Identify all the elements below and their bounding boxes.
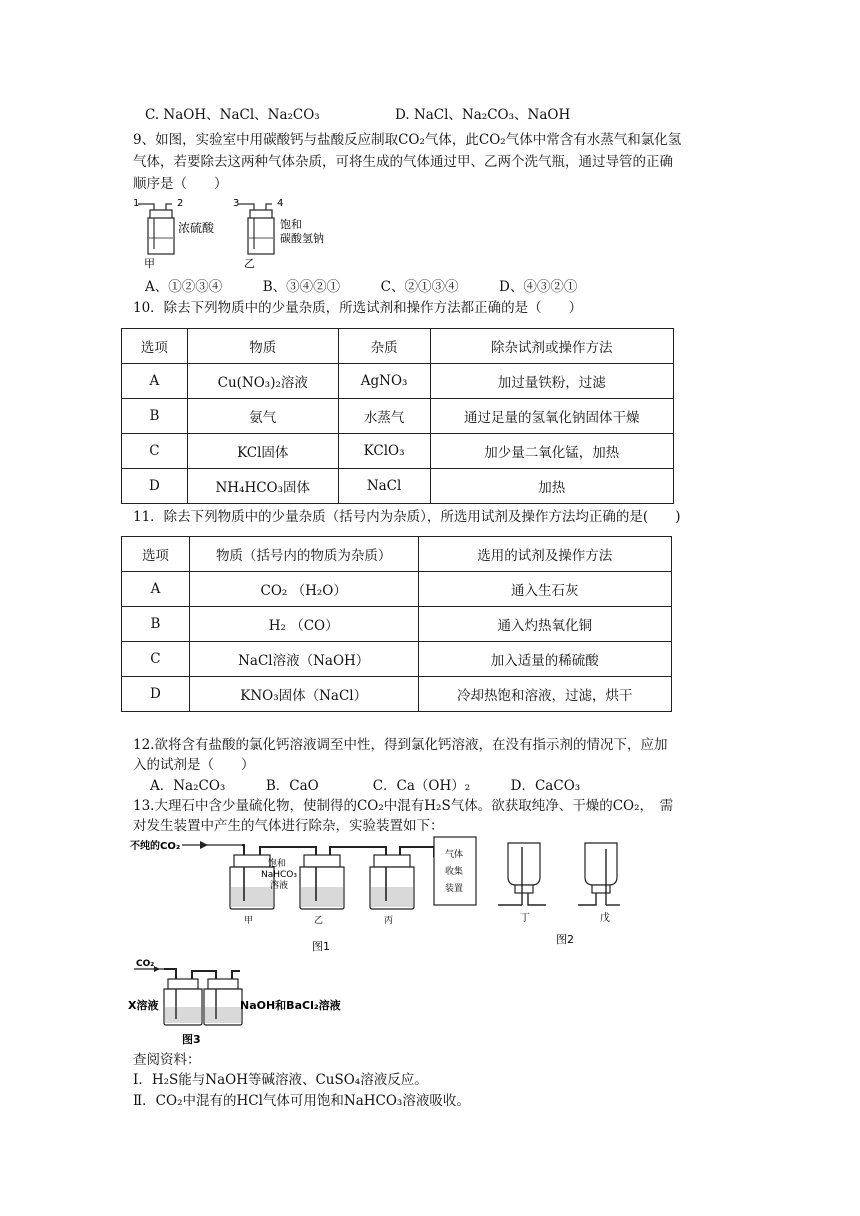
table-row (122, 364, 674, 399)
reference-item-2: Ⅱ．CO₂中混有的HCl气体可用饱和NaHCO₃溶液吸收。 (133, 1093, 470, 1109)
header-option: 选项 (122, 329, 188, 364)
table-cell: NH₄HCO₃固体 (187, 469, 338, 504)
table-q11 (121, 536, 672, 712)
bottle-wu (578, 843, 620, 924)
table-cell: 加入适量的稀硫酸 (418, 642, 672, 677)
port-3-label: 3 (233, 198, 240, 209)
bottle-jia (133, 198, 215, 270)
table-cell: C (122, 642, 190, 677)
bottle-yi-name: 乙 (244, 257, 255, 270)
fig3-naoh-bacl2-label: NaOH和BaCl₂溶液 (240, 999, 341, 1012)
gas-collector-box (434, 837, 476, 905)
table-cell: 冷却热饱和溶液，过滤，烘干 (418, 677, 672, 712)
question-9-line-1: 9、如图，实验室中用碳酸钙与盐酸反应制取CO₂气体，此CO₂气体中常含有水蒸气和氯化氢 (133, 132, 682, 148)
q13-apparatus-figure-1-2 (130, 835, 620, 957)
header-method: 除杂试剂或操作方法 (430, 329, 673, 364)
table-cell: KClO₃ (338, 434, 430, 469)
question-13-line-1: 13.大理石中含少量硫化物，使制得的CO₂中混有H₂S气体。欲获取纯净、干燥的CO₂， 需 (133, 798, 674, 814)
table-cell: AgNO₃ (338, 364, 430, 399)
bottle-bing (370, 855, 414, 926)
impure-co2-label: 不纯的CO₂ (130, 841, 181, 852)
bottle-yi-liquid-line-1: 饱和 (280, 218, 302, 231)
nahco3-label-line-2: NaHCO₃ (261, 870, 297, 880)
table-q10 (121, 328, 674, 504)
table-cell: NaCl溶液（NaOH） (189, 642, 418, 677)
header-substance: 物质（括号内的物质为杂质） (189, 537, 418, 572)
question-9-line-2: 气体，若要除去这两种气体杂质，可将生成的气体通过甲、乙两个洗气瓶，通过导管的正确 (133, 154, 673, 170)
header-method: 选用的试剂及操作方法 (418, 537, 672, 572)
header-option: 选项 (122, 537, 190, 572)
port-4-label: 4 (277, 198, 284, 209)
q9-gas-washing-bottles-figure (130, 194, 330, 278)
table-cell: KNO₃固体（NaCl） (189, 677, 418, 712)
nahco3-label-line-3: 溶液 (270, 881, 289, 891)
table-cell: A (122, 364, 188, 399)
bottle-jia-name: 甲 (244, 916, 254, 926)
collector-label-line-1: 气体 (445, 850, 464, 860)
question-12-options: A．Na₂CO₃ B．CaO C．Ca（OH）₂ D．CaCO₃ (150, 778, 581, 794)
question-12-line-1: 12.欲将含有盐酸的氯化钙溶液调至中性，得到氯化钙溶液，在没有指示剂的情况下，应加 (133, 737, 668, 753)
table-cell: 水蒸气 (338, 399, 430, 434)
question-10-stem: 10．除去下列物质中的少量杂质，所选试剂和操作方法都正确的是（ ） (133, 300, 583, 316)
port-1-label: 1 (133, 198, 140, 209)
bottle-yi (300, 855, 344, 926)
header-substance: 物质 (187, 329, 338, 364)
figure-1-caption: 图1 (312, 940, 330, 953)
bottle-yi (233, 198, 324, 270)
collector-label-line-3: 装置 (445, 884, 464, 894)
table-row (122, 399, 674, 434)
table-header-row (122, 537, 672, 572)
table-row (122, 607, 672, 642)
table-header-row (122, 329, 674, 364)
fig3-x-solution-label: X溶液 (128, 999, 159, 1012)
fig3-bottle-x (164, 979, 202, 1025)
bottle-yi-name: 乙 (314, 916, 324, 926)
table-cell: 通过足量的氢氧化钠固体干燥 (430, 399, 673, 434)
prev-option-d: D. NaCl、Na₂CO₃、NaOH (395, 107, 571, 123)
q13-apparatus-figure-3 (128, 955, 348, 1047)
bottle-ding-name: 丁 (520, 913, 530, 924)
table-cell: 通入灼热氧化铜 (418, 607, 672, 642)
bottle-ding (498, 843, 546, 924)
bottle-jia-name: 甲 (144, 257, 155, 270)
question-12-line-2: 入的试剂是（ ） (133, 757, 255, 773)
table-cell: D (122, 677, 190, 712)
bottle-bing-name: 丙 (384, 916, 394, 926)
table-row (122, 572, 672, 607)
question-11-stem: 11．除去下列物质中的少量杂质（括号内为杂质），所选用试剂及操作方法均正确的是( ) (133, 509, 681, 525)
table-cell: 加少量二氧化锰，加热 (430, 434, 673, 469)
bottle-yi-liquid-line-2: 碳酸氢钠 (280, 232, 324, 245)
table-cell: A (122, 572, 190, 607)
bottle-wu-name: 戊 (600, 913, 610, 924)
table-cell: D (122, 469, 188, 504)
collector-label-line-2: 收集 (445, 867, 464, 877)
table-cell: C (122, 434, 188, 469)
table-row (122, 642, 672, 677)
bottle-jia-liquid: 浓硫酸 (178, 221, 215, 235)
table-cell: KCl固体 (187, 434, 338, 469)
table-row (122, 434, 674, 469)
table-cell: B (122, 607, 190, 642)
table-cell: 加过量铁粉，过滤 (430, 364, 673, 399)
table-cell: 加热 (430, 469, 673, 504)
question-13-line-2: 对发生装置中产生的气体进行除杂，实验装置如下： (133, 818, 444, 834)
table-cell: NaCl (338, 469, 430, 504)
table-cell: CO₂ （H₂O） (189, 572, 418, 607)
fig3-co2-label: CO₂ (136, 959, 155, 969)
reference-item-1: Ⅰ．H₂S能与NaOH等碱溶液、CuSO₄溶液反应。 (133, 1072, 428, 1088)
table-cell: 通入生石灰 (418, 572, 672, 607)
table-row (122, 677, 672, 712)
table-cell: B (122, 399, 188, 434)
table-row (122, 469, 674, 504)
prev-option-c: C. NaOH、NaCl、Na₂CO₃ (145, 107, 320, 123)
table-cell: 氨气 (187, 399, 338, 434)
reference-title: 查阅资料： (133, 1052, 201, 1068)
table-cell: H₂ （CO） (189, 607, 418, 642)
table-cell: Cu(NO₃)₂溶液 (187, 364, 338, 399)
port-2-label: 2 (177, 198, 184, 209)
figure-3-caption: 图3 (182, 1033, 201, 1046)
question-9-line-3: 顺序是（ ） (133, 176, 228, 192)
header-impurity: 杂质 (338, 329, 430, 364)
question-9-options: A、①②③④ B、③④②① C、②①③④ D、④③②① (145, 279, 578, 295)
nahco3-label-line-1: 饱和 (268, 859, 287, 869)
fig3-bottle-naoh (204, 979, 242, 1025)
figure-2-caption: 图2 (556, 933, 574, 946)
